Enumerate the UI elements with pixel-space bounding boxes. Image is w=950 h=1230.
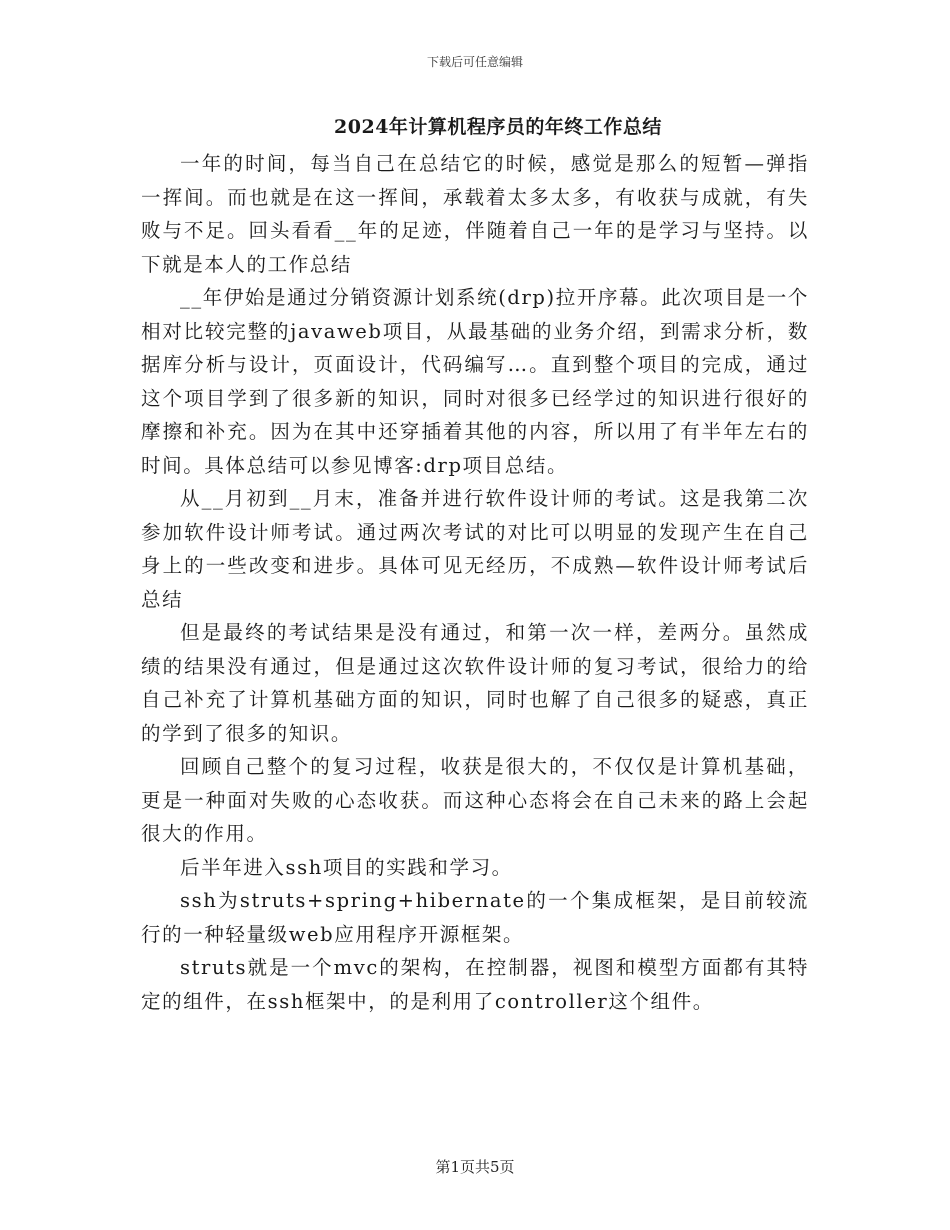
paragraph: __年伊始是通过分销资源计划系统(drp)拉开序幕。此次项目是一个相对比较完整的javaweb项目，从最基础的业务介绍，到需求分析，数据库分析与设计，页面设计，代码编写…。直到整个项目的完成，通过这个项目学到了很多新的知识，同时对很多已经学过的知识进行很好的摩擦和补充。因为在其中还穿插着其他的内容，所以用了有半年左右的时间。具体总结可以参见博客:drp项目总结。 xyxy=(141,286,809,477)
paragraph: 但是最终的考试结果是没有通过，和第一次一样，差两分。虽然成绩的结果没有通过，但是通过这次软件设计师的复习考试，很给力的给自己补充了计算机基础方面的知识，同时也解了自己很多的疑惑，真正的学到了很多的知识。 xyxy=(141,621,809,745)
paragraph: struts就是一个mvc的架构，在控制器，视图和模型方面都有其特定的组件，在ssh框架中，的是利用了controller这个组件。 xyxy=(141,956,809,1013)
page-number: 第1页共5页 xyxy=(435,1158,515,1176)
paragraph: 一年的时间，每当自己在总结它的时候，感觉是那么的短暂—弹指一挥间。而也就是在这一挥间，承载着太多太多，有收获与成就，有失败与不足。回头看看__年的足迹，伴随着自己一年的是学习与坚持。以下就是本人的工作总结 xyxy=(141,152,809,276)
page-header-note: 下载后可任意编辑 xyxy=(426,55,523,69)
paragraph: 回顾自己整个的复习过程，收获是很大的，不仅仅是计算机基础，更是一种面对失败的心态收获。而这种心态将会在自己未来的路上会起很大的作用。 xyxy=(141,755,809,845)
paragraph: ssh为struts+spring+hibernate的一个集成框架，是目前较流行的一种轻量级web应用程序开源框架。 xyxy=(141,889,809,946)
paragraph: 后半年进入ssh项目的实践和学习。 xyxy=(180,855,513,879)
document-title: 2024年计算机程序员的年终工作总结 xyxy=(334,116,662,138)
document-body xyxy=(141,147,809,1018)
paragraph: 从__月初到__月末，准备并进行软件设计师的考试。这是我第二次参加软件设计师考试。通过两次考试的对比可以明显的发现产生在自己身上的一些改变和进步。具体可见无经历，不成熟—软件设计师考试后总结 xyxy=(141,487,809,611)
